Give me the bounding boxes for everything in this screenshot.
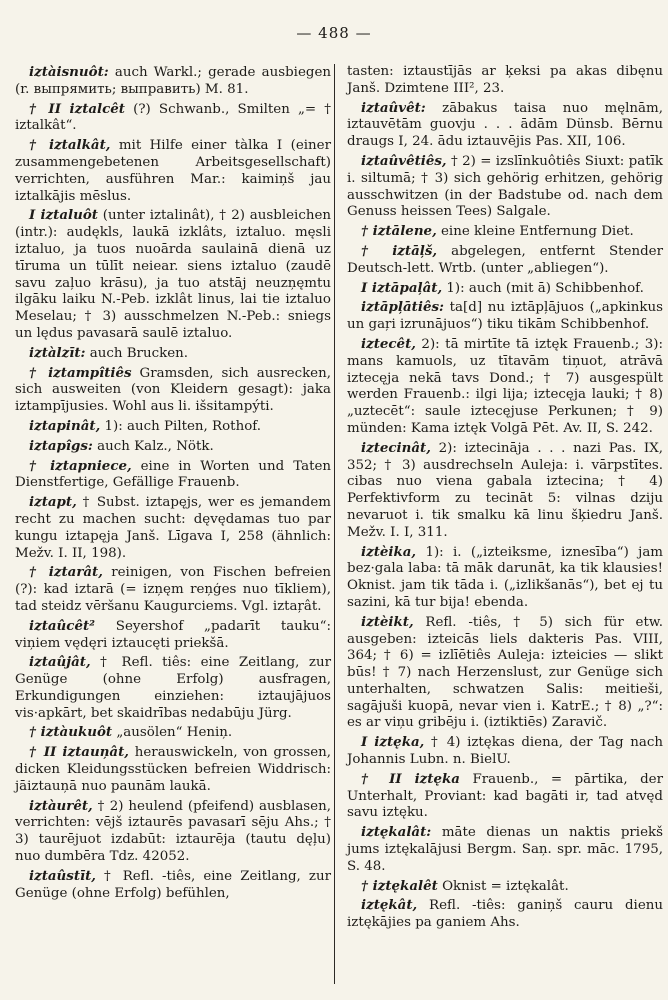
page-number: — 488 — <box>296 24 372 42</box>
dictionary-entry <box>15 618 331 653</box>
entry-text: (unter iztalinât), † 2) ausbleichen (intr.): audękls, laukā izklâts, iztaluo. męsli iztaluo, ja tuos nuoārda saulainā dienā uz tīruma un tūlīt neiear. siens iztaluo (zaudē savu zaļuo krāsu), ja tuo atstāj neuzņęmtu ilgāku laiku N.-Peb. izklât linus, lai tie iztaluo Meselau; † 3) ausschmelzen N.-Peb.: sniegs un lędus pavasarā saulē iztaluo. <box>15 208 331 341</box>
entry-headword: I iztāpaļât, <box>361 279 443 296</box>
entry-headword: † II iztalcêt <box>29 100 125 117</box>
dictionary-entry <box>347 280 663 298</box>
entry-text: Frauenb., = pārtika, der Unterhalt, Proviant: kad bagāti ir, tad atvęd savu iztęku. <box>347 771 663 821</box>
entry-text: tasten: iztaustījās ar ķeksi pa akas dibęnu Janš. Dzimtene III², 23. <box>347 64 663 96</box>
entry-text: reinigen, von Fischen befreien (?): kad iztarā (= izņęm reņģes nuo tīkliem), tad steidz vēršanu Kaugurciems. Vgl. iztaŗât. <box>15 565 332 614</box>
dictionary-entry <box>347 734 663 769</box>
entry-text: † Refl. tiês: eine Zeitlang, zur Genüge (ohne Erfolg) ausfragen, Erkundigungen einziehen: iztaujājuos vis·apkārt, bet skaidrības nedabūju Jürg. <box>15 655 331 721</box>
dictionary-entry <box>15 744 331 795</box>
entry-text: ta[d] nu iztāpļājuos („apkinkus un gaŗi izrunājuos“) tiku tikām Schibbenhof. <box>347 300 663 333</box>
entry-headword: iztecêt, <box>361 335 416 352</box>
entry-text: eine kleine Entfernung Diet. <box>436 224 634 240</box>
entry-text: (?) Schwanb., Smilten „= † iztalkât“. <box>15 101 331 134</box>
dictionary-entry <box>347 64 663 98</box>
entry-headword: iztàurêt, <box>29 797 93 814</box>
entry-text: † Subst. iztapęjs, wer es jemandem recht zu machen sucht: dęvędamas tuo par kungu iztapęja Janš. Līgava I, 258 (ähnlich: Mežv. I. II, 198). <box>15 495 331 561</box>
entry-text: eine in Worten und Taten Dienstfertige, Gefällige Frauenb. <box>15 458 331 491</box>
entry-headword: iztapîgs: <box>29 437 93 454</box>
dictionary-entry <box>15 345 331 363</box>
entry-headword: I iztęka, <box>361 734 425 751</box>
dictionary-entry <box>15 724 331 742</box>
entry-headword: iztaûvêt: <box>361 99 426 116</box>
entry-headword: iztapinât, <box>29 417 101 434</box>
left-column <box>15 64 331 904</box>
entry-text: Seyershof „padarīt tauku“: viņiem vędęri iztaucęti priekšā. <box>15 618 331 651</box>
entry-headword: iztękalât: <box>361 824 432 841</box>
dictionary-entry <box>15 458 331 493</box>
entry-text: Oknist = iztękalât. <box>437 878 569 894</box>
dictionary-entry <box>15 101 331 136</box>
entry-headword: iztāpļātiês: <box>361 299 444 316</box>
dictionary-entry <box>15 494 331 562</box>
entry-headword: iztàisnuôt: <box>29 64 109 80</box>
dictionary-entry <box>15 137 331 205</box>
entry-text: 1): i. („izteiksme, iznesība“) jam bez·gala laba: tā māk darunāt, ka tik klausies! Oknist. jam tik tāda i. („izlikšanās“), bet ej tu sazini, kā tur bija! ebenda. <box>347 544 663 610</box>
entry-headword: iztaûstīt, <box>29 867 96 884</box>
entry-headword: † iztālene, <box>361 223 437 240</box>
entry-text: mit Hilfe einer tàlka I (einer zusammengebetenen Arbeitsgesellschaft) verrichten, ausführen Mar.: kaimiņš jau iztalkājis mēslus. <box>15 138 331 204</box>
entry-headword: iztękât, <box>361 897 418 914</box>
dictionary-entry <box>347 299 663 334</box>
entry-text: Refl. -tiês: ganiņš cauru dienu iztękājies pa ganiem Ahs. <box>347 898 663 931</box>
entry-headword: iztecinât, <box>361 439 431 456</box>
entry-headword: † II iztauņât, <box>29 744 129 761</box>
dictionary-entry <box>347 100 663 151</box>
entry-headword: † iztękalêt <box>361 877 438 894</box>
entry-headword: † iztāļš, <box>361 242 438 259</box>
dictionary-entry <box>347 824 663 875</box>
dictionary-entry <box>347 771 663 822</box>
entry-text: 2): tā mirtīte tā iztęk Frauenb.; 3): mans kamuols, uz tītavām tiņuot, atrāvā iztecęja nekā tavs Dond.; † 7) ausgespült werden Frauenb.: ilgi lija; iztecęja lauki; † 8) „uztecēt“: saule iztecęjuse Perkunen; † 9) münden: Kama iztęk Volgā Pēt. Av. II, S. 242. <box>347 336 663 436</box>
entry-text: auch Kalz., Nötk. <box>92 438 214 454</box>
right-column <box>347 64 663 934</box>
entry-text: „ausölen“ Heniņ. <box>112 725 233 741</box>
entry-text: 1): auch (mit ā) Schibbenhof. <box>442 280 644 296</box>
dictionary-entry <box>15 798 331 866</box>
entry-text: 2): iztecināja . . . nazi Pas. IX, 352; † 3) ausdrechseln Auleja: i. vārpstītes. cibas nuo viena gabala iztecina; † 4) Perfektivform zu tecināt 5: vilnas dziju nevaruot i. tik smalku kā linu šķiedru Janš. Mežv. I. I, 311. <box>347 440 663 540</box>
dictionary-entry <box>15 207 331 342</box>
dictionary-entry <box>347 153 663 221</box>
dictionary-entry <box>15 654 331 722</box>
dictionary-entry <box>347 440 663 542</box>
entry-text: Refl. -tiês, † 5) sich für etw. ausgeben: izteicās liels dakteris Pas. VIII, 364; † 6) = izlīētiês Auleja: izteicies — slikt būs! † 7) nach Herzenslust, zur Genüge sich unterhalten, schwatzen Salis: meitieši, sagājuši kuopā, nevar vien i. KatrE.; † 8) „?“: es ar viņu gribēju i. (iztiktiēs) Zaravič. <box>347 614 663 731</box>
entry-text: zābakus taisa nuo męlnām, iztauvētām guovju . . . ādām Dünsb. Bērnu draugs I, 24. ādu iztauvējis Pas. XII, 106. <box>347 100 663 150</box>
entry-headword: iztapt, <box>29 494 77 511</box>
entry-text: † Refl. -tiês, eine Zeitlang, zur Genüge (ohne Erfolg) befühlen, <box>15 868 331 901</box>
column-divider <box>334 64 335 984</box>
entry-text: † 4) iztękas diena, der Tag nach Johannis Lubn. n. BielU. <box>347 735 663 768</box>
dictionary-entry <box>347 336 663 438</box>
dictionary-entry <box>15 64 331 99</box>
entry-headword: † iztalkât, <box>29 137 111 154</box>
entry-headword: iztàlzīt: <box>29 344 86 361</box>
entry-headword: † iztampîtiês <box>29 364 132 381</box>
entry-text: herauswickeln, von grossen, dicken Kleidungsstücken befreien Widdrisch: jāiztauņā nuo paunām laukā. <box>15 745 332 794</box>
entry-text: auch Brucken. <box>85 345 188 361</box>
entry-text: † 2) heulend (pfeifend) ausblasen, verrichten: vējš iztaurēs pavasarī sēju Ahs.; † 3) taurējuot izdabūt: iztaurēja (tautu dęļu) nuo dumbēra Tdz. 42052. <box>15 798 331 865</box>
entry-headword: † iztarât, <box>29 564 103 581</box>
entry-headword: iztaûcêt² <box>29 617 96 634</box>
entry-headword: † iztapniece, <box>29 457 132 474</box>
dictionary-entry <box>347 544 663 612</box>
entry-headword: iztèika, <box>361 543 417 560</box>
entry-headword: iztaûjât, <box>29 654 91 671</box>
entry-text: Gramsden, sich ausrecken, sich ausweiten (von Kleidern gesagt): jaka iztampījusies. Wohl aus li. išsitampýti. <box>15 365 331 415</box>
entry-headword: † II iztęka <box>361 770 460 787</box>
entry-text: auch Warkl.; gerade ausbiegen (r. выпрямить; выправить) M. 81. <box>15 65 331 97</box>
dictionary-entry <box>15 564 331 615</box>
dictionary-entry <box>15 438 331 456</box>
entry-headword: I iztaluôt <box>29 207 98 224</box>
entry-text: abgelegen, entfernt Stender Deutsch-lett. Wrtb. (unter „abliegen“). <box>347 243 664 276</box>
entry-headword: iztèikt, <box>361 613 414 630</box>
dictionary-entry <box>347 897 663 932</box>
dictionary-entry <box>15 418 331 436</box>
entry-headword: † iztàukuôt <box>29 724 113 741</box>
dictionary-entry <box>347 614 663 733</box>
dictionary-entry <box>347 878 663 896</box>
entry-headword: iztaûvêtiês, <box>361 152 447 169</box>
dictionary-entry <box>15 365 331 416</box>
dictionary-entry <box>15 868 331 903</box>
entry-text: † 2) = izslīnkuôtiês Siuxt: patīk i. siltumā; † 3) sich gehörig erhitzen, gehörig ausschwitzen (in der Badstube od. nach dem Genuss heissen Tees) Salgale. <box>347 153 663 220</box>
dictionary-entry <box>347 243 663 278</box>
dictionary-entry <box>347 223 663 241</box>
entry-text: māte dienas un naktis priekš jums iztękalājusi Bergm. Saņ. spr. māc. 1795, S. 48. <box>347 825 663 874</box>
entry-text: 1): auch Pilten, Rothof. <box>100 418 261 434</box>
